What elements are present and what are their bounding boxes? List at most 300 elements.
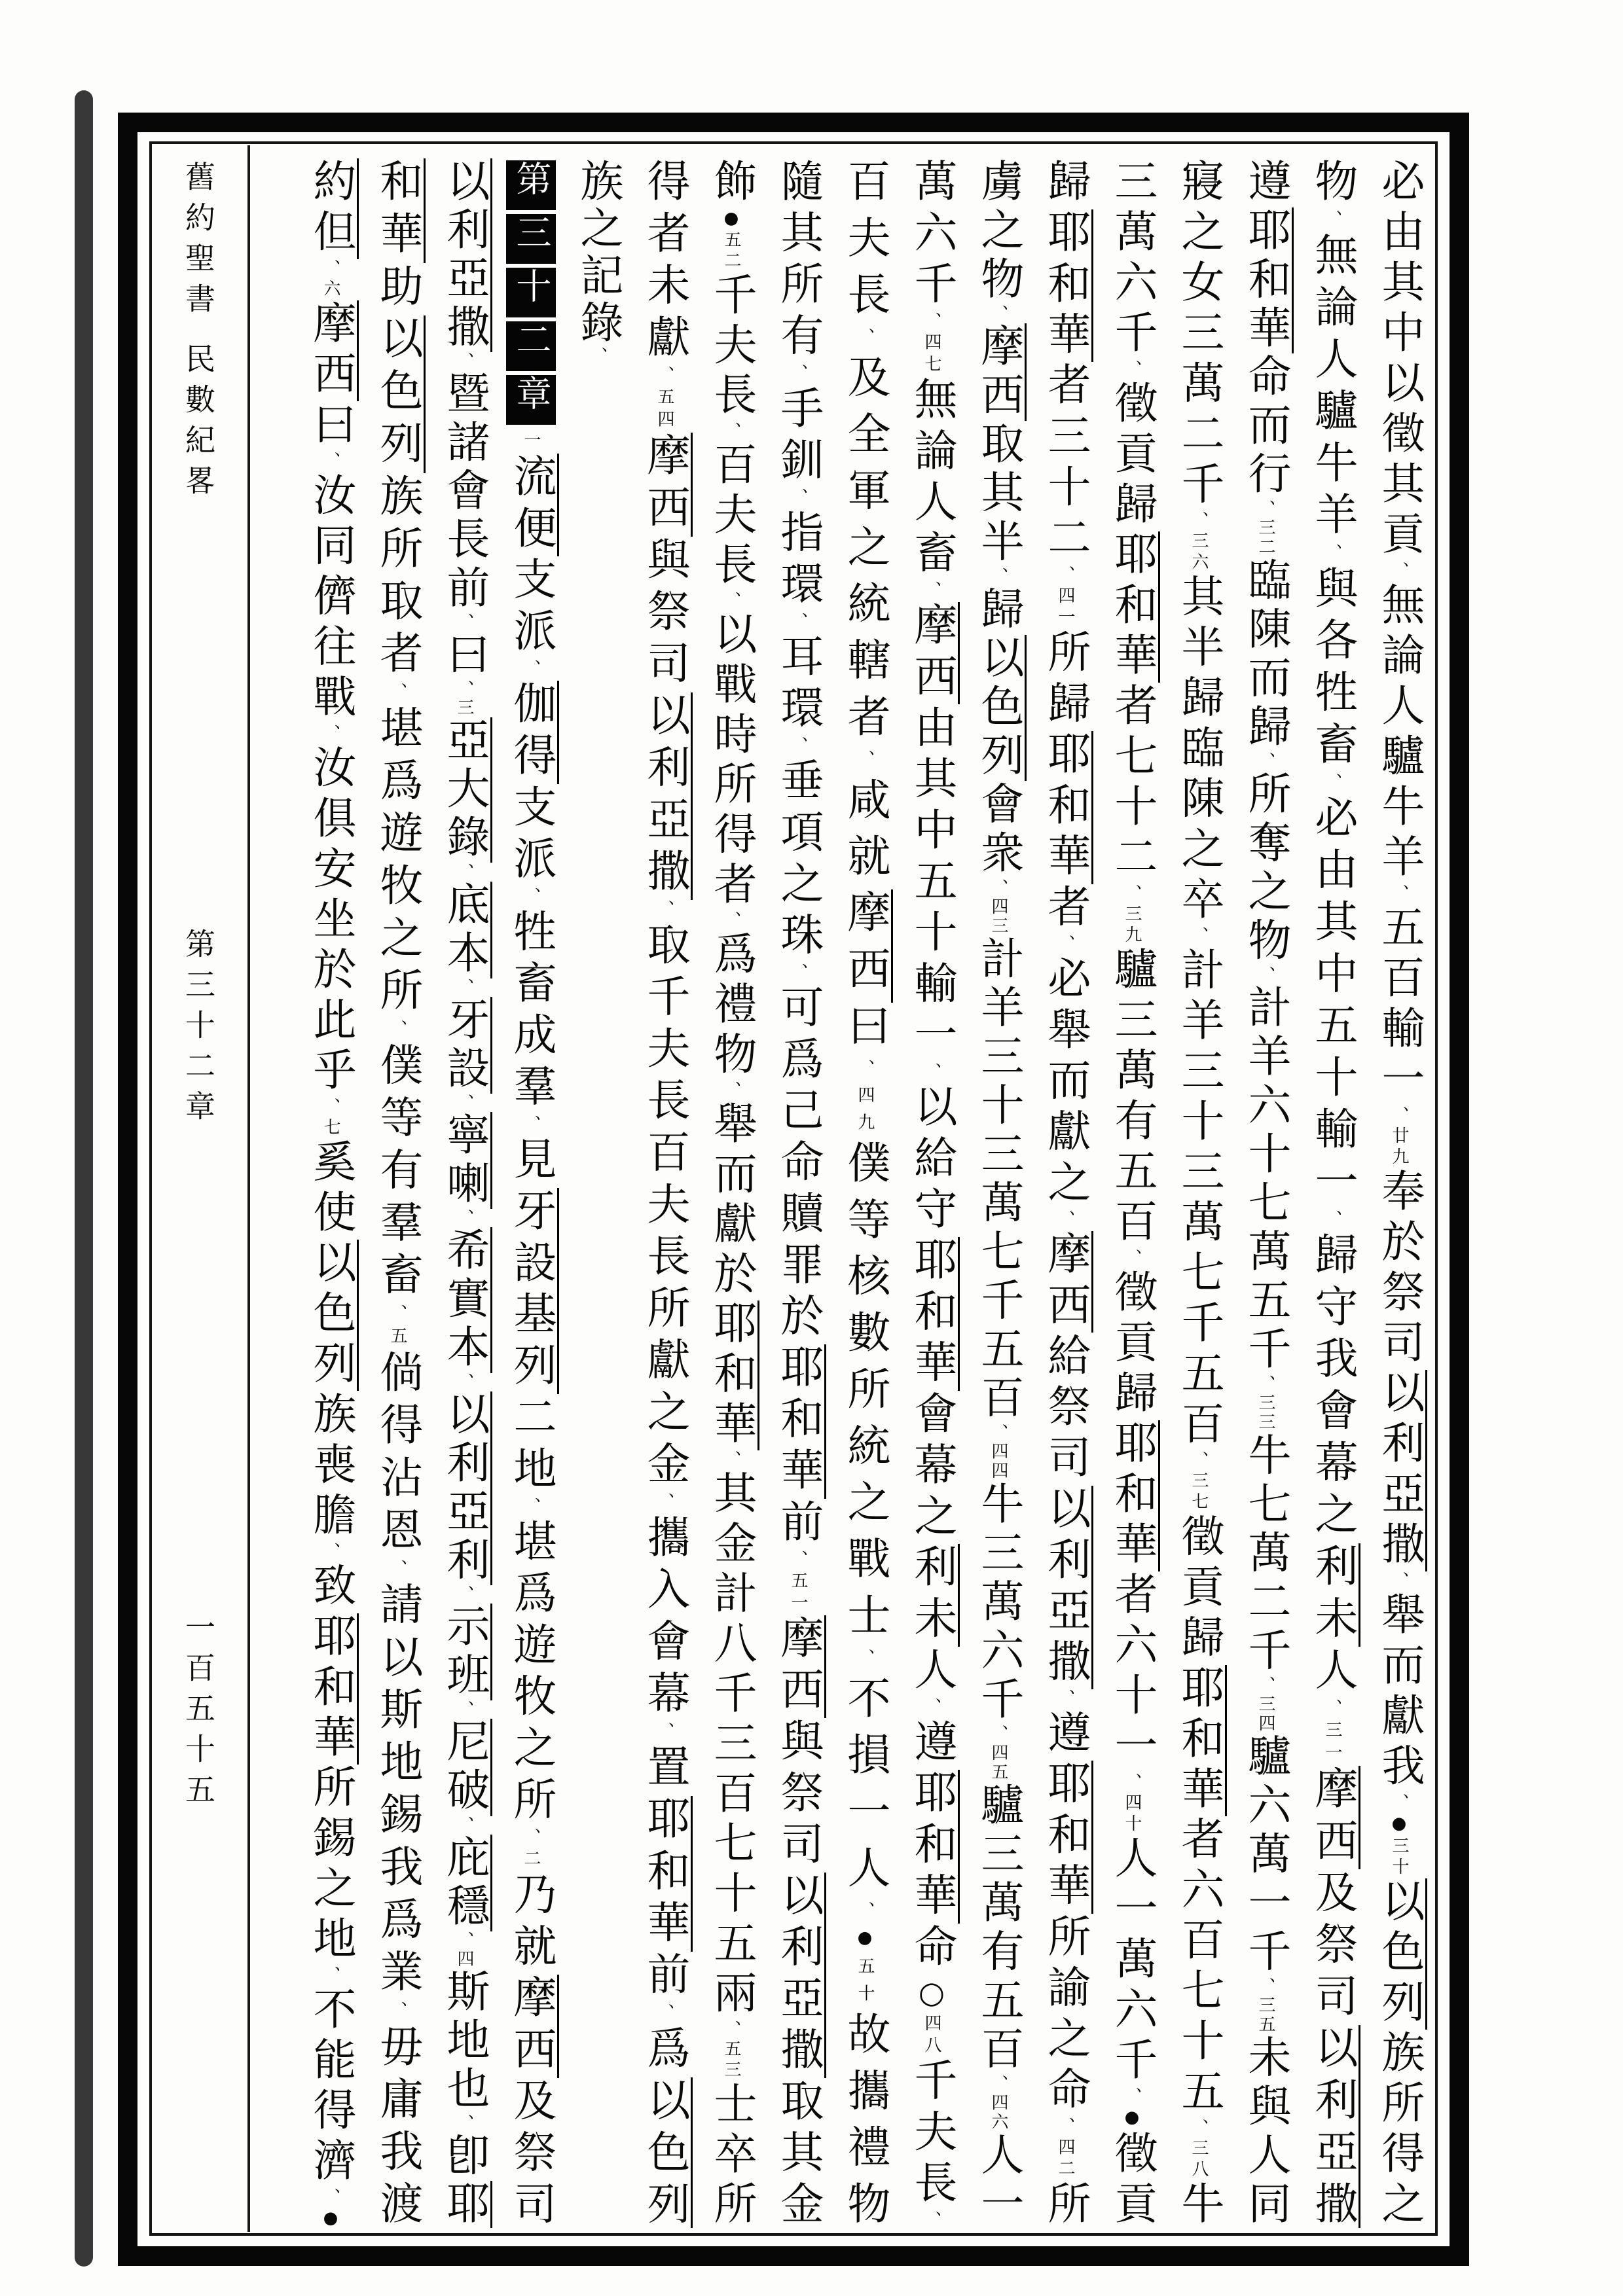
proper-name: 耶和華 bbox=[773, 1344, 826, 1499]
verse-number: 五四 bbox=[655, 387, 674, 433]
text-run: 與祭司 bbox=[773, 1718, 824, 1873]
verse-number: 五一 bbox=[788, 1571, 808, 1616]
text-run: 驢三萬有五百 bbox=[1107, 946, 1158, 1249]
proper-name: 以利亞撒 bbox=[439, 158, 492, 352]
text-run: 物 bbox=[1307, 158, 1358, 211]
proper-name: 利未 bbox=[907, 1544, 960, 1646]
pause-mark: 、 bbox=[721, 591, 741, 612]
pause-mark: 、 bbox=[1389, 1106, 1409, 1126]
text-run: 以給守 bbox=[907, 1083, 957, 1238]
pause-mark: 、 bbox=[521, 887, 541, 909]
text-run: 歸守我會幕之 bbox=[1307, 1232, 1358, 1543]
text-run: 者 bbox=[1040, 884, 1091, 935]
pause-mark: 、 bbox=[1256, 499, 1275, 519]
proper-name: 基列 bbox=[506, 1291, 559, 1394]
text-run: 者七十二 bbox=[1107, 683, 1158, 884]
proper-name: 耶和華 bbox=[1040, 731, 1093, 884]
text-run: 無論人驢牛羊 bbox=[1307, 232, 1358, 544]
text-run: 堪爲遊牧之所 bbox=[506, 1518, 556, 1828]
proper-name: 示班 bbox=[439, 1604, 492, 1700]
text-run: 舉而獻我 bbox=[1374, 1592, 1425, 1793]
book-title: 舊約聖書 bbox=[181, 161, 216, 323]
pause-mark: 、 bbox=[1055, 1210, 1075, 1231]
pause-mark: 、 bbox=[721, 1081, 741, 1101]
text-column-10 bbox=[765, 158, 831, 2228]
pause-mark: 、 bbox=[321, 1097, 340, 1118]
text-run: 堪爲遊牧之所 bbox=[373, 705, 423, 1020]
text-column-17 bbox=[297, 158, 364, 2228]
text-run: 族所取者 bbox=[373, 473, 423, 683]
verse-number: 六 bbox=[321, 279, 340, 301]
text-run: 取其金 bbox=[773, 2077, 824, 2228]
proper-name: 牙設 bbox=[439, 997, 492, 1094]
text-run: 命 bbox=[907, 1923, 957, 1975]
pause-mark: 、 bbox=[855, 750, 875, 777]
pause-mark: 、 bbox=[1389, 1793, 1409, 1814]
text-run: 徵貢 bbox=[1107, 2130, 1158, 2228]
text-run: 者六十一 bbox=[1107, 1571, 1158, 1773]
pause-mark: 、 bbox=[1322, 1210, 1342, 1232]
text-run: 族之記錄 bbox=[573, 158, 623, 347]
text-run: 致 bbox=[306, 1562, 356, 1613]
pause-mark: 、 bbox=[454, 680, 474, 699]
text-column-14 bbox=[498, 158, 564, 2228]
text-run: 者六百七十五 bbox=[1174, 1816, 1224, 2119]
section-title: 民數紀畧 bbox=[181, 343, 216, 505]
pause-mark: 、 bbox=[454, 1209, 474, 1228]
text-column-5 bbox=[1099, 158, 1165, 2228]
pause-mark: 、 bbox=[388, 1559, 407, 1582]
pause-mark: 、 bbox=[855, 1649, 875, 1676]
proper-name: 以色列 bbox=[974, 635, 1027, 781]
text-run: 驢六萬一千 bbox=[1241, 1733, 1291, 1978]
pause-mark: 、 bbox=[721, 2020, 741, 2040]
fullstop-dot: ● bbox=[1122, 2108, 1142, 2130]
pause-mark: 、 bbox=[655, 2003, 674, 2026]
proper-name: 耶和華 bbox=[306, 1613, 359, 1765]
text-run: 垂項之珠 bbox=[773, 757, 824, 963]
text-column-6 bbox=[1032, 158, 1099, 2228]
text-run: 不損一人 bbox=[840, 1675, 890, 1902]
pause-mark: 、 bbox=[1122, 360, 1142, 380]
verse-number: 四一 bbox=[1055, 586, 1075, 630]
verse-number: 三四 bbox=[1256, 1695, 1275, 1734]
proper-name: 以利亞撒 bbox=[640, 692, 693, 900]
text-run: 歸 bbox=[1040, 158, 1091, 209]
text-run: 置 bbox=[640, 1744, 690, 1796]
proper-name: 伽得 bbox=[506, 681, 559, 784]
proper-name: 寧喇 bbox=[439, 1112, 492, 1209]
chapter-heading-box-char: 十 bbox=[506, 268, 556, 317]
text-run: 人一萬六千 bbox=[1107, 1835, 1158, 2087]
verse-number: 三七 bbox=[1189, 1471, 1209, 1514]
text-column-8 bbox=[898, 158, 965, 2228]
verse-number: 廿九 bbox=[1389, 1126, 1409, 1168]
proper-name: 耶 bbox=[439, 2181, 492, 2228]
text-run: 命而行 bbox=[1241, 353, 1291, 500]
text-run: 汝同儕往戰 bbox=[306, 472, 356, 725]
proper-name: 摩西 bbox=[840, 889, 893, 1003]
text-run: 曰 bbox=[306, 401, 356, 452]
proper-name: 尼破 bbox=[439, 1719, 492, 1816]
verse-number: 三九 bbox=[1122, 905, 1142, 946]
pause-mark: 、 bbox=[321, 452, 340, 473]
proper-name: 以色列 bbox=[306, 1240, 359, 1391]
text-run: 五百輸一 bbox=[1374, 905, 1425, 1106]
section-circle: ○ bbox=[914, 1975, 949, 2015]
pause-mark: 、 bbox=[1322, 210, 1342, 232]
proper-name: 摩西 bbox=[1040, 1231, 1093, 1333]
text-run: 徵貢歸 bbox=[1174, 1513, 1224, 1665]
proper-name: 牙設 bbox=[506, 1188, 559, 1291]
proper-name: 亞大錄 bbox=[439, 717, 492, 863]
text-column-9 bbox=[831, 158, 898, 2228]
text-run: 族喪膽 bbox=[306, 1391, 356, 1543]
proper-name: 底本 bbox=[439, 882, 492, 978]
text-run: 人 bbox=[1307, 1647, 1358, 1699]
text-run: 見 bbox=[506, 1136, 556, 1188]
text-run: 曰 bbox=[439, 631, 490, 681]
text-run: 未與人同 bbox=[1241, 2034, 1291, 2228]
proper-name: 耶和華 bbox=[1241, 207, 1294, 354]
pause-mark: 、 bbox=[454, 863, 474, 882]
text-run: 咸就 bbox=[840, 776, 890, 890]
proper-name: 約但 bbox=[306, 158, 359, 259]
proper-name: 以利亞利 bbox=[439, 1391, 492, 1585]
pause-mark: 、 bbox=[1322, 772, 1342, 795]
fullstop-dot: ● bbox=[321, 2208, 340, 2228]
pause-mark: 、 bbox=[989, 878, 1008, 897]
pause-mark: 、 bbox=[521, 1497, 541, 1519]
pause-mark: 、 bbox=[989, 1725, 1008, 1744]
proper-name: 以利亞撒 bbox=[773, 1873, 826, 2078]
text-run: 必由其中以徵其貢 bbox=[1374, 158, 1425, 562]
proper-name: 以色列 bbox=[1374, 1878, 1427, 2030]
text-run: 支派 bbox=[506, 556, 556, 660]
pause-mark: 、 bbox=[321, 259, 340, 280]
text-run: 卽 bbox=[439, 2132, 490, 2181]
text-run: 得者未獻 bbox=[640, 158, 690, 367]
text-run: 飾 bbox=[706, 158, 757, 209]
pause-mark: 、 bbox=[388, 2001, 407, 2024]
text-run: 所錫之地 bbox=[306, 1764, 356, 1966]
text-run: 手釧 bbox=[773, 385, 824, 488]
text-run: 及祭司 bbox=[1307, 1869, 1358, 2026]
pause-mark: 、 bbox=[454, 2114, 474, 2133]
chapter-heading-box-char: 三 bbox=[506, 214, 556, 264]
pause-mark: 、 bbox=[588, 347, 608, 364]
pause-mark: 、 bbox=[922, 2211, 941, 2228]
text-run: 毋庸我渡 bbox=[373, 2023, 423, 2228]
text-run: 千夫長 bbox=[907, 2057, 957, 2212]
pause-mark: 、 bbox=[788, 1550, 808, 1571]
text-run: 所諭之命 bbox=[1040, 1913, 1091, 2117]
text-run: 三萬六千 bbox=[1107, 158, 1158, 360]
verse-number: 四六 bbox=[989, 2093, 1008, 2132]
text-run: 百夫長 bbox=[706, 441, 757, 592]
text-run: 以戰時所得者 bbox=[706, 611, 757, 912]
pause-mark: 、 bbox=[321, 724, 340, 745]
verse-number: 五三 bbox=[721, 2039, 741, 2081]
text-column-1 bbox=[1366, 158, 1432, 2228]
proper-name: 耶和華 bbox=[1107, 1420, 1160, 1571]
pause-mark: 、 bbox=[989, 1424, 1008, 1443]
pause-mark: 、 bbox=[1055, 1689, 1075, 1710]
proper-name: 摩西 bbox=[306, 300, 359, 401]
text-run: 千夫長 bbox=[706, 272, 757, 422]
text-run: 與各牲畜 bbox=[1307, 565, 1358, 773]
pause-mark: 、 bbox=[655, 366, 674, 388]
proper-name: 摩西 bbox=[907, 602, 960, 704]
text-run: 所奪之物 bbox=[1241, 770, 1291, 966]
text-run: 前 bbox=[640, 1951, 690, 2003]
text-run: 必舉而獻之 bbox=[1040, 956, 1091, 1210]
text-column-16 bbox=[364, 158, 431, 2228]
text-run: 不能得濟 bbox=[306, 1986, 356, 2189]
text-run: 計羊三十三萬七千五百 bbox=[974, 935, 1024, 1424]
pause-mark: 、 bbox=[388, 1304, 407, 1327]
verse-number: 一 bbox=[521, 427, 541, 454]
text-run: 萬六千 bbox=[907, 158, 957, 312]
text-run: 請以斯地錫我爲業 bbox=[373, 1581, 423, 2001]
text-run: 牲畜成羣 bbox=[506, 908, 556, 1115]
text-run: 所歸 bbox=[1040, 629, 1091, 732]
verse-number: 四五 bbox=[989, 1743, 1008, 1782]
pause-mark: 、 bbox=[989, 567, 1008, 586]
pause-mark: 、 bbox=[321, 1542, 340, 1563]
text-run: 遵 bbox=[1241, 158, 1291, 207]
pause-mark: 、 bbox=[1389, 562, 1409, 582]
pause-mark: 、 bbox=[1389, 884, 1409, 905]
text-run: 隨其所有 bbox=[773, 158, 824, 365]
text-run: 耳環 bbox=[773, 634, 824, 737]
text-run: 奉於祭司 bbox=[1374, 1168, 1425, 1370]
fullstop-dot: ● bbox=[1389, 1814, 1409, 1837]
text-run: 乃就 bbox=[506, 1871, 556, 1975]
text-run: 支派 bbox=[506, 783, 556, 888]
text-column-15 bbox=[431, 158, 498, 2228]
book-gutter-shadow bbox=[75, 90, 93, 2267]
text-run: 族所得之 bbox=[1374, 2030, 1425, 2228]
proper-name: 耶和華 bbox=[640, 1796, 693, 1952]
proper-name: 耶和華 bbox=[1040, 209, 1093, 362]
text-run: 指環 bbox=[773, 509, 824, 613]
pause-mark: 、 bbox=[521, 659, 541, 681]
text-run: 所 bbox=[1040, 2181, 1091, 2228]
text-run: 計羊六十七萬五千 bbox=[1241, 984, 1291, 1375]
verse-number: 五十 bbox=[855, 1957, 875, 2011]
text-run: 牛七萬二千 bbox=[1241, 1432, 1291, 1676]
text-run: 奚使 bbox=[306, 1139, 356, 1240]
text-run: 其半歸臨陳之卒 bbox=[1174, 573, 1224, 927]
text-column-4 bbox=[1165, 158, 1232, 2228]
proper-name: 耶和華 bbox=[907, 1237, 960, 1391]
proper-name: 以色列 bbox=[640, 2077, 693, 2228]
text-run: 及祭司 bbox=[506, 2077, 556, 2228]
proper-name: 利未 bbox=[1307, 1543, 1360, 1647]
proper-name: 摩西 bbox=[506, 1975, 559, 2078]
text-run: 牛三萬六千 bbox=[974, 1480, 1024, 1725]
pause-mark: 、 bbox=[1189, 1451, 1209, 1472]
text-run: 寢之女三萬二千 bbox=[1174, 158, 1224, 512]
proper-name: 以利亞撒 bbox=[1040, 1486, 1093, 1689]
proper-name: 耶和華 bbox=[907, 1770, 960, 1924]
verse-number: 四二 bbox=[1055, 2138, 1075, 2181]
verse-number: 七 bbox=[321, 1118, 340, 1139]
pause-mark: 、 bbox=[454, 1700, 474, 1719]
pause-mark: 、 bbox=[1322, 1698, 1342, 1721]
pause-mark: 、 bbox=[1256, 1676, 1275, 1695]
chapter-heading-box-char: 章 bbox=[506, 375, 556, 425]
pause-mark: 、 bbox=[788, 736, 808, 758]
verse-number: 二 bbox=[521, 1849, 541, 1872]
pause-mark: 、 bbox=[321, 1965, 340, 1986]
verse-number: 四七 bbox=[922, 332, 941, 377]
text-run: 人一 bbox=[974, 2132, 1024, 2228]
pause-mark: 、 bbox=[454, 1372, 474, 1391]
pause-mark: 、 bbox=[788, 963, 808, 985]
text-run: 僕等核數所統之戰士 bbox=[840, 1139, 890, 1649]
verse-number: 三 bbox=[454, 698, 474, 718]
proper-name: 庇穩 bbox=[439, 1835, 492, 1931]
pause-mark: 、 bbox=[1322, 543, 1342, 565]
verse-number: 五二 bbox=[721, 230, 741, 272]
text-run: 必由其中五十輸一 bbox=[1307, 795, 1358, 1210]
pause-mark: 、 bbox=[454, 1093, 474, 1113]
margin-divider-rule bbox=[247, 145, 250, 2232]
text-run: 驢三萬有五百 bbox=[974, 1782, 1024, 2075]
pause-mark: 、 bbox=[655, 899, 674, 922]
text-column-12 bbox=[631, 158, 698, 2228]
pause-mark: 、 bbox=[1055, 2117, 1075, 2138]
pause-mark: 、 bbox=[1189, 926, 1209, 947]
text-run: 暨諸會長前 bbox=[439, 370, 490, 613]
text-run: 取千夫長百夫長所獻之金 bbox=[640, 922, 690, 1493]
text-run: 倘得沾恩 bbox=[373, 1350, 423, 1560]
text-run: 爲 bbox=[640, 2025, 690, 2077]
pause-mark: 、 bbox=[1256, 1977, 1275, 1996]
text-column-2 bbox=[1299, 158, 1366, 2228]
pause-mark: 、 bbox=[922, 312, 941, 333]
pause-mark: 、 bbox=[655, 1492, 674, 1515]
text-run: 計羊三十三萬七千五百 bbox=[1174, 946, 1224, 1452]
pause-mark: 、 bbox=[721, 422, 741, 442]
fullstop-dot: ● bbox=[721, 208, 741, 231]
chapter-heading-box-char: 第 bbox=[506, 160, 556, 210]
pause-mark: 、 bbox=[788, 612, 808, 634]
pause-mark: 、 bbox=[1389, 1571, 1409, 1592]
text-run: 人 bbox=[907, 1646, 957, 1698]
pause-mark: 、 bbox=[655, 1722, 674, 1744]
verse-number: 三八 bbox=[1189, 2138, 1209, 2181]
proper-name: 摩西 bbox=[1307, 1766, 1360, 1870]
pause-mark: 、 bbox=[388, 683, 407, 706]
text-run: 取其半 bbox=[974, 421, 1024, 567]
pause-mark: 、 bbox=[788, 488, 808, 510]
pause-mark: 、 bbox=[721, 911, 741, 931]
pause-mark: 、 bbox=[922, 581, 941, 602]
pause-mark: 、 bbox=[989, 2075, 1008, 2094]
pause-mark: 、 bbox=[321, 2188, 340, 2209]
proper-name: 耶和華 bbox=[1107, 531, 1160, 683]
proper-name: 以利亞撒 bbox=[1374, 1370, 1427, 1571]
text-run: 士卒所 bbox=[706, 2081, 757, 2228]
pause-mark: 、 bbox=[1122, 2087, 1142, 2108]
verse-number: 四 bbox=[454, 1949, 474, 1969]
text-run: 百夫長 bbox=[840, 158, 890, 329]
text-run: 其金計八千三百七十五兩 bbox=[706, 1470, 757, 2020]
verse-number: 三三 bbox=[1256, 1393, 1275, 1433]
text-column-7 bbox=[965, 158, 1032, 2228]
verse-number: 三十 bbox=[1389, 1837, 1409, 1878]
proper-name: 流便 bbox=[506, 454, 559, 557]
pause-mark: 、 bbox=[855, 1059, 875, 1086]
proper-name: 摩西 bbox=[640, 433, 693, 537]
pause-mark: 、 bbox=[922, 1697, 941, 1719]
verse-number: 五 bbox=[388, 1326, 407, 1350]
pause-mark: 、 bbox=[521, 1115, 541, 1137]
pause-mark: 、 bbox=[521, 1827, 541, 1850]
verse-number: 四三 bbox=[989, 897, 1008, 936]
text-run: 徵貢歸 bbox=[1107, 380, 1158, 531]
proper-name: 以色列 bbox=[373, 315, 426, 473]
pause-mark: 、 bbox=[922, 1062, 941, 1084]
text-run: 無論人驢牛羊 bbox=[1374, 582, 1425, 884]
text-run: 爲禮物 bbox=[706, 931, 757, 1081]
pause-mark: 、 bbox=[788, 364, 808, 386]
proper-name: 摩西 bbox=[773, 1615, 826, 1718]
text-run: 曰 bbox=[840, 1003, 890, 1060]
text-run: 給祭司 bbox=[1040, 1333, 1091, 1486]
pause-mark: 、 bbox=[855, 1901, 875, 1928]
text-run: 牛 bbox=[1174, 2181, 1224, 2228]
proper-name: 希實本 bbox=[439, 1227, 492, 1372]
pause-mark: 、 bbox=[1256, 965, 1275, 985]
text-run: 會衆 bbox=[974, 781, 1024, 879]
text-run: 舉而獻於 bbox=[706, 1100, 757, 1301]
text-run: 遵 bbox=[1040, 1710, 1091, 1761]
pause-mark: 、 bbox=[855, 328, 875, 355]
pause-mark: 、 bbox=[388, 1020, 407, 1043]
chapter-label: 第三十二章 bbox=[181, 928, 216, 1131]
pause-mark: 、 bbox=[1055, 935, 1075, 956]
text-column-11 bbox=[698, 158, 765, 2228]
pause-mark: 、 bbox=[454, 978, 474, 997]
verse-number: 三二 bbox=[1256, 518, 1275, 558]
pause-mark: 、 bbox=[454, 613, 474, 632]
verse-number: 三一 bbox=[1322, 1721, 1342, 1766]
text-columns bbox=[257, 158, 1432, 2228]
verse-number: 三六 bbox=[1189, 531, 1209, 574]
pause-mark: 、 bbox=[1122, 1773, 1142, 1793]
pause-mark: 、 bbox=[454, 352, 474, 371]
text-run: 無論人畜 bbox=[907, 376, 957, 581]
verse-number: 四九 bbox=[855, 1086, 875, 1140]
text-run: 前 bbox=[773, 1498, 824, 1551]
text-run: 臨陳而歸 bbox=[1241, 557, 1291, 753]
text-run: 二地 bbox=[506, 1394, 556, 1498]
text-column-13 bbox=[564, 158, 631, 2228]
pause-mark: 、 bbox=[1189, 2118, 1209, 2139]
pause-mark: 、 bbox=[1189, 511, 1209, 532]
pause-mark: 、 bbox=[1256, 1374, 1275, 1394]
verse-number: 三五 bbox=[1256, 1996, 1275, 2035]
chapter-heading-box-char: 二 bbox=[506, 321, 556, 371]
text-run: 歸 bbox=[974, 586, 1024, 635]
pause-mark: 、 bbox=[989, 304, 1008, 324]
proper-name: 和華 bbox=[373, 158, 426, 263]
page-number: 一百五十五 bbox=[181, 1611, 216, 1814]
